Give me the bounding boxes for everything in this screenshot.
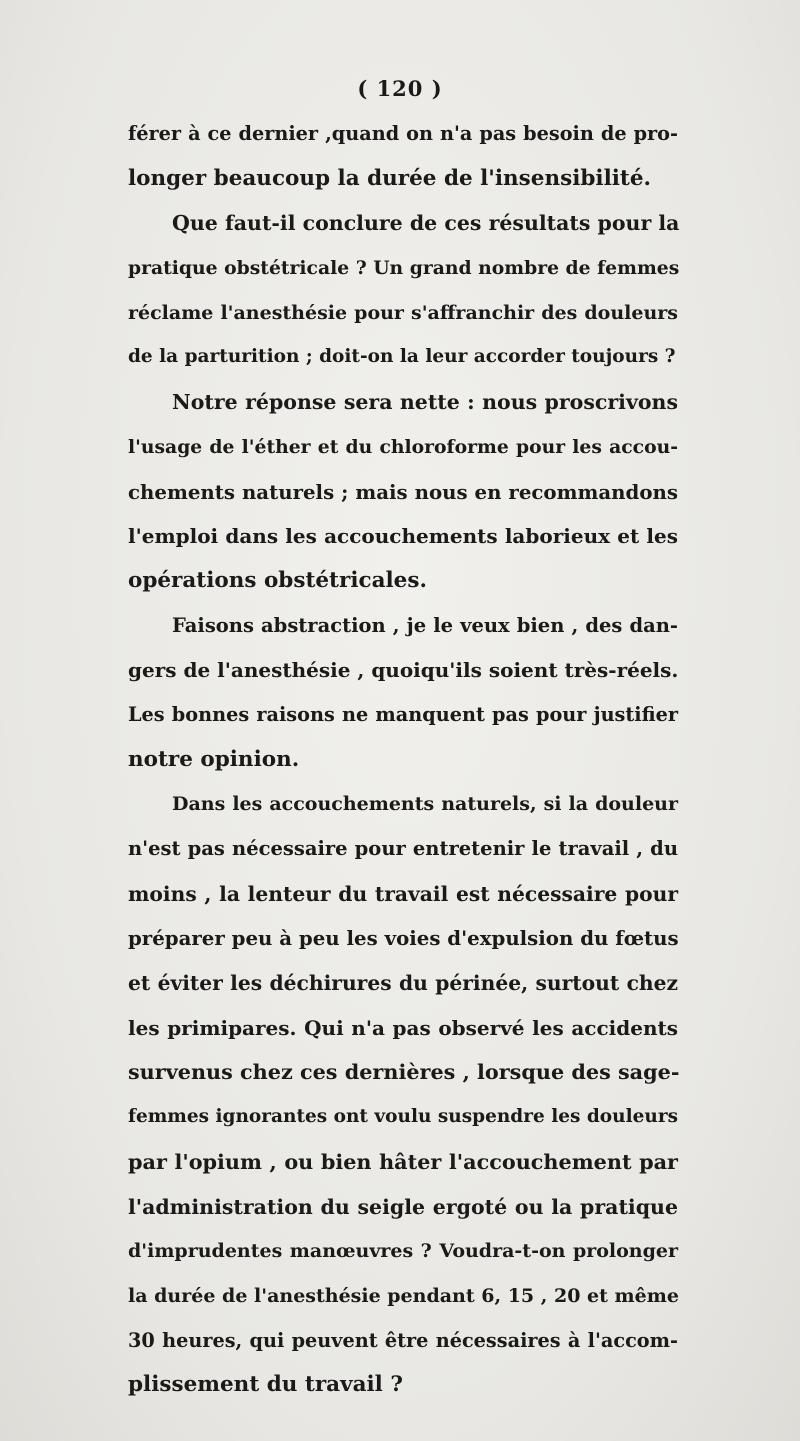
text-line: réclame l'anesthésie pour s'affranchir des douleurs <box>128 301 678 324</box>
text-line: et éviter les déchirures du périnée, surtout chez <box>128 971 678 996</box>
text-line: plissement du travail ? <box>128 1372 403 1398</box>
text-line: longer beaucoup la durée de l'insensibilité. <box>128 165 652 191</box>
text-line: gers de l'anesthésie , quoiqu'ils soient très-réels. <box>128 658 679 683</box>
text-line: 30 heures, qui peuvent être nécessaires à l'accom- <box>128 1328 678 1352</box>
text-line: préparer peu à peu les voies d'expulsion du fœtus <box>128 926 679 951</box>
text-line: opérations obstétricales. <box>128 567 427 593</box>
text-line: l'administration du seigle ergoté ou la pratique <box>128 1194 678 1219</box>
text-line: Que faut-il conclure de ces résultats pour la <box>172 211 680 236</box>
text-line: de la parturition ; doit-on la leur accorder toujours ? <box>128 346 676 368</box>
text-line: pratique obstétricale ? Un grand nombre de femmes <box>128 257 680 280</box>
text-line: Les bonnes raisons ne manquent pas pour justifier <box>128 702 678 726</box>
text-line: n'est pas nécessaire pour entretenir le travail , du <box>128 837 678 860</box>
text-line: d'imprudentes manœuvres ? Voudra-t-on prolonger <box>128 1240 678 1263</box>
text-line: chements naturels ; mais nous en recommandons <box>128 479 678 504</box>
text-line: la durée de l'anesthésie pendant 6, 15 , 20 et même <box>128 1284 679 1307</box>
text-line: femmes ignorantes ont voulu suspendre les douleurs <box>128 1106 678 1128</box>
text-line: Notre réponse sera nette : nous proscrivons <box>172 390 678 415</box>
text-line: férer à ce dernier ,quand on n'a pas besoin de pro- <box>128 122 678 145</box>
text-line: survenus chez ces dernières , lorsque des sage- <box>128 1060 680 1085</box>
text-line: Faisons abstraction , je le veux bien , des dan- <box>172 613 678 637</box>
text-line: par l'opium , ou bien hâter l'accouchement par <box>128 1149 678 1174</box>
body-text <box>128 112 678 1408</box>
text-line: notre opinion. <box>128 746 300 772</box>
page-number: ( 120 ) <box>357 76 443 101</box>
text-line: moins , la lenteur du travail est nécessaire pour <box>128 881 678 906</box>
text-line: les primipares. Qui n'a pas observé les accidents <box>128 1015 678 1040</box>
text-line: l'usage de l'éther et du chloroforme pour les accou- <box>128 435 678 458</box>
text-line: l'emploi dans les accouchements laborieux et les <box>128 524 678 549</box>
text-line: Dans les accouchements naturels, si la douleur <box>172 793 678 816</box>
